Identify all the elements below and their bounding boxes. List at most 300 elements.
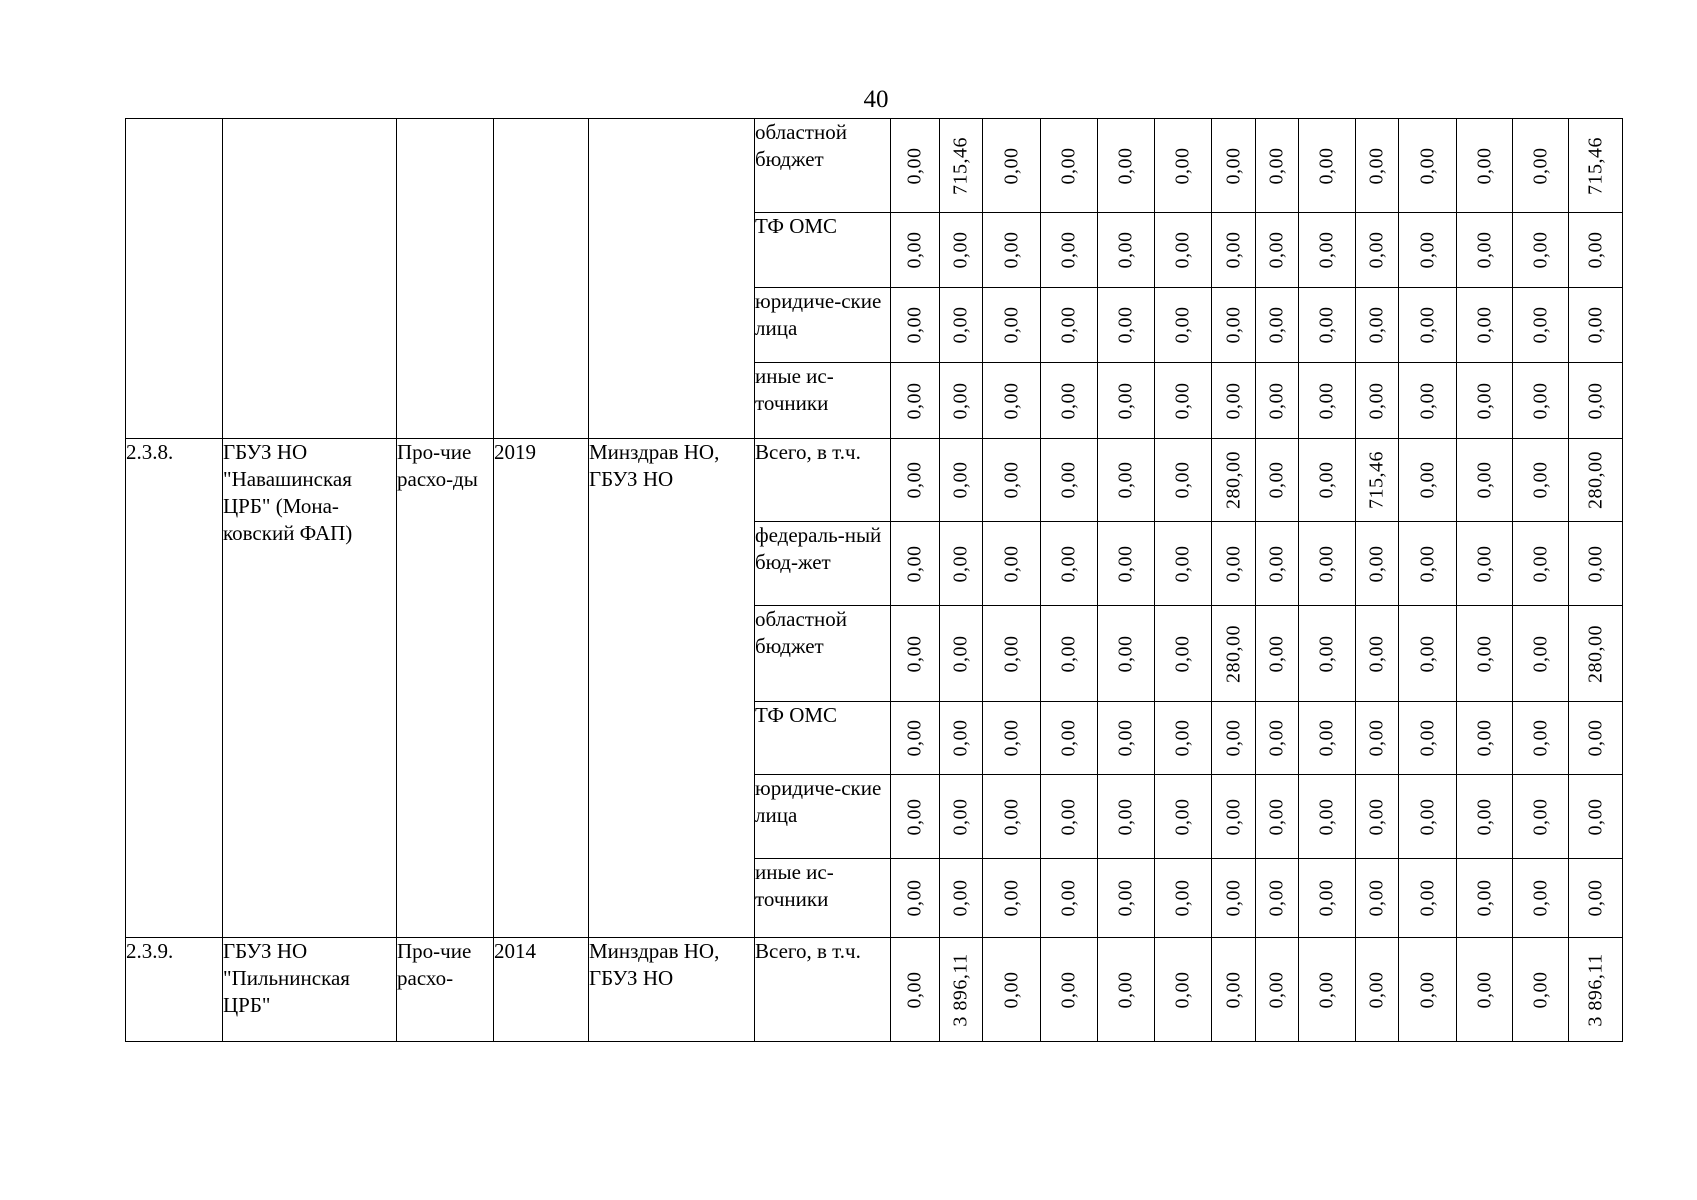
funding-source: областной бюджет [755,119,891,213]
value-text: 0,00 [1000,798,1022,835]
value-text: 0,00 [1171,719,1194,757]
value-cell [1356,606,1399,702]
funding-source: федераль-ный бюд-жет [755,522,891,606]
value-text: 0,00 [949,382,972,419]
value-text: 0,00 [1365,545,1388,582]
value-cell [940,363,983,439]
value-cell [1212,119,1256,213]
value-text: 0,00 [1584,545,1606,582]
value-cell [1212,288,1256,363]
value-cell [940,606,983,702]
value-text: 0,00 [1416,798,1438,835]
value-text: 0,00 [1265,306,1288,344]
value-text: 0,00 [1265,635,1288,672]
value-text: 0,00 [1114,971,1137,1008]
value-cell [1041,702,1098,775]
value-cell [1457,288,1513,363]
group-expense-type [397,119,494,439]
value-text: 0,00 [1416,306,1438,344]
value-text: 0,00 [1265,231,1288,269]
table-row [126,439,1623,522]
group-number: 2.3.9. [126,938,223,1042]
value-cell [983,288,1041,363]
value-cell [1513,288,1569,363]
value-text: 0,00 [1057,147,1080,184]
value-cell [1513,606,1569,702]
value-cell [1256,213,1299,288]
value-cell [1256,938,1299,1042]
value-cell [1569,439,1623,522]
value-cell [1041,775,1098,859]
group-year [494,119,589,439]
value-text: 0,00 [1529,798,1551,835]
value-cell [1399,938,1457,1042]
value-text: 0,00 [1473,147,1495,184]
value-text: 715,46 [1584,136,1606,195]
value-text: 0,00 [1114,545,1137,582]
value-cell [1513,213,1569,288]
value-text: 0,00 [1473,231,1495,269]
value-text: 0,00 [1365,971,1388,1008]
value-cell [891,702,940,775]
value-text: 0,00 [1315,719,1338,757]
value-cell [1299,702,1356,775]
value-cell [1569,775,1623,859]
value-text: 0,00 [903,147,926,184]
value-cell [1356,288,1399,363]
value-cell [1212,702,1256,775]
funding-source: иные ис-точники [755,859,891,938]
value-text: 0,00 [1529,971,1551,1008]
value-cell [1569,213,1623,288]
value-cell [1256,775,1299,859]
value-text: 280,00 [1222,451,1244,509]
value-cell [1256,522,1299,606]
value-cell [940,119,983,213]
value-cell [1356,702,1399,775]
value-text: 0,00 [1529,879,1551,917]
value-text: 0,00 [1529,231,1551,269]
value-text: 0,00 [1265,719,1288,757]
value-cell [1098,702,1155,775]
value-text: 0,00 [1114,231,1137,269]
value-cell [1098,213,1155,288]
value-text: 0,00 [1057,545,1080,582]
value-cell [1098,859,1155,938]
value-text: 0,00 [1365,306,1388,344]
value-cell [1256,702,1299,775]
value-cell [1399,522,1457,606]
value-text: 0,00 [1000,545,1022,582]
value-text: 0,00 [1473,545,1495,582]
value-text: 0,00 [1365,719,1388,757]
value-cell [1256,606,1299,702]
value-text: 0,00 [1171,545,1194,582]
value-text: 0,00 [1171,879,1194,917]
group-institution: ГБУЗ НО "Пильнинская ЦРБ" [223,938,397,1042]
value-cell [1457,859,1513,938]
value-cell [891,213,940,288]
value-text: 0,00 [1473,635,1495,672]
value-text: 0,00 [903,545,926,582]
value-text: 0,00 [1529,147,1551,184]
value-cell [891,859,940,938]
value-text: 0,00 [1529,635,1551,672]
value-text: 0,00 [1000,635,1022,672]
value-cell [983,606,1041,702]
value-cell [1457,522,1513,606]
value-cell [1399,288,1457,363]
value-cell [983,775,1041,859]
value-text: 0,00 [1473,879,1495,917]
value-text: 0,00 [1529,306,1551,344]
value-cell [1299,522,1356,606]
value-text: 0,00 [1416,635,1438,672]
value-text: 0,00 [1473,798,1495,835]
value-text: 0,00 [1222,147,1244,184]
value-cell [1457,938,1513,1042]
value-cell [1399,775,1457,859]
value-text: 0,00 [903,971,926,1008]
value-cell [1041,859,1098,938]
group-responsible [589,119,755,439]
value-text: 280,00 [1584,624,1606,683]
value-cell [983,522,1041,606]
value-cell [1356,775,1399,859]
value-cell [983,439,1041,522]
value-text: 0,00 [1265,382,1288,419]
value-cell [1399,606,1457,702]
value-cell [1356,522,1399,606]
value-cell [1356,363,1399,439]
value-text: 0,00 [949,798,972,835]
value-text: 0,00 [903,879,926,917]
funding-source: юридиче-ские лица [755,775,891,859]
value-text: 0,00 [1416,879,1438,917]
value-text: 0,00 [1222,798,1244,835]
value-cell [1513,702,1569,775]
value-text: 0,00 [1171,461,1194,499]
value-text: 0,00 [1114,382,1137,419]
value-text: 0,00 [1171,635,1194,672]
value-text: 0,00 [1265,461,1288,499]
value-cell [940,859,983,938]
value-cell [1569,859,1623,938]
value-cell [940,213,983,288]
value-cell [983,119,1041,213]
value-cell [1256,288,1299,363]
value-text: 0,00 [1529,719,1551,757]
value-cell [1513,439,1569,522]
value-cell [983,938,1041,1042]
value-text: 0,00 [1222,231,1244,269]
value-text: 0,00 [1000,306,1022,344]
value-text: 0,00 [1171,231,1194,269]
value-cell [1155,363,1212,439]
value-text: 0,00 [1473,382,1495,419]
value-cell [1041,439,1098,522]
value-text: 0,00 [1171,306,1194,344]
value-cell [891,606,940,702]
value-text: 0,00 [1315,306,1338,344]
value-text: 0,00 [949,545,972,582]
value-text: 0,00 [949,879,972,917]
value-cell [1457,363,1513,439]
value-cell [1098,363,1155,439]
value-cell [983,702,1041,775]
value-text: 0,00 [903,719,926,757]
value-text: 0,00 [1057,971,1080,1008]
value-text: 0,00 [1057,798,1080,835]
value-cell [1212,859,1256,938]
value-text: 0,00 [1114,879,1137,917]
funding-source: Всего, в т.ч. [755,439,891,522]
value-cell [891,439,940,522]
funding-table [125,118,1623,1042]
value-cell [1356,119,1399,213]
value-text: 0,00 [1114,147,1137,184]
value-text: 0,00 [1265,879,1288,917]
value-text: 0,00 [1416,971,1438,1008]
value-cell [1513,775,1569,859]
value-cell [1513,938,1569,1042]
value-text: 0,00 [1114,461,1137,499]
group-expense-type: Про-чие расхо-ды [397,439,494,938]
value-text: 0,00 [1057,306,1080,344]
value-cell [940,439,983,522]
value-text: 0,00 [1114,719,1137,757]
value-text: 0,00 [1365,231,1388,269]
value-cell [1155,522,1212,606]
value-cell [940,775,983,859]
value-cell [1457,606,1513,702]
value-cell [1212,439,1256,522]
funding-source: ТФ ОМС [755,702,891,775]
value-cell [1299,288,1356,363]
group-responsible: Минздрав НО, ГБУЗ НО [589,439,755,938]
value-text: 0,00 [1171,382,1194,419]
value-text: 0,00 [1473,461,1495,499]
value-text: 0,00 [1416,719,1438,757]
value-text: 0,00 [1529,382,1551,419]
value-cell [1299,938,1356,1042]
value-cell [983,363,1041,439]
value-text: 0,00 [1000,879,1022,917]
value-cell [1212,606,1256,702]
value-text: 0,00 [1584,382,1606,419]
value-text: 0,00 [1222,545,1244,582]
value-cell [940,288,983,363]
value-text: 0,00 [1000,461,1022,499]
value-cell [1155,288,1212,363]
value-cell [940,702,983,775]
value-text: 0,00 [1222,971,1244,1008]
value-cell [1356,938,1399,1042]
value-cell [1569,363,1623,439]
value-text: 0,00 [1114,306,1137,344]
value-cell [1155,859,1212,938]
value-cell [891,288,940,363]
value-cell [891,938,940,1042]
value-text: 0,00 [903,635,926,672]
value-text: 0,00 [1315,798,1338,835]
value-text: 0,00 [1416,147,1438,184]
value-text: 0,00 [1057,382,1080,419]
value-text: 0,00 [1584,719,1606,757]
value-text: 0,00 [1265,545,1288,582]
value-text: 0,00 [1315,461,1338,499]
value-text: 0,00 [1057,461,1080,499]
value-text: 0,00 [1584,306,1606,344]
value-text: 0,00 [1473,719,1495,757]
value-cell [1098,522,1155,606]
value-cell [1569,606,1623,702]
value-cell [891,363,940,439]
value-cell [1155,213,1212,288]
value-text: 0,00 [1171,971,1194,1008]
value-cell [1299,859,1356,938]
value-text: 0,00 [1057,879,1080,917]
value-text: 0,00 [1315,545,1338,582]
value-text: 0,00 [1222,719,1244,757]
value-text: 0,00 [1265,971,1288,1008]
value-text: 3 896,11 [1584,952,1606,1027]
value-text: 0,00 [1000,719,1022,757]
funding-source: ТФ ОМС [755,213,891,288]
value-cell [1256,363,1299,439]
value-text: 0,00 [949,719,972,757]
value-cell [1457,439,1513,522]
value-text: 0,00 [903,461,926,499]
value-cell [1256,119,1299,213]
value-text: 0,00 [1000,147,1022,184]
value-cell [1513,119,1569,213]
value-text: 0,00 [1416,382,1438,419]
value-text: 0,00 [1473,971,1495,1008]
value-cell [1041,363,1098,439]
value-cell [1399,439,1457,522]
value-cell [1098,119,1155,213]
value-cell [1569,288,1623,363]
value-cell [1513,859,1569,938]
value-text: 0,00 [949,231,972,269]
value-cell [1356,439,1399,522]
value-cell [1212,938,1256,1042]
value-cell [1399,702,1457,775]
value-text: 0,00 [1315,635,1338,672]
value-cell [1155,606,1212,702]
value-cell [1513,363,1569,439]
value-text: 0,00 [1584,879,1606,917]
group-number [126,119,223,439]
value-cell [1457,119,1513,213]
value-text: 0,00 [1265,798,1288,835]
value-cell [1569,522,1623,606]
value-cell [1299,775,1356,859]
group-responsible: Минздрав НО, ГБУЗ НО [589,938,755,1042]
value-cell [940,522,983,606]
group-institution [223,119,397,439]
value-cell [1212,775,1256,859]
value-cell [1399,859,1457,938]
value-cell [1155,775,1212,859]
value-text: 0,00 [903,382,926,419]
value-cell [1399,119,1457,213]
value-text: 0,00 [1365,798,1388,835]
value-cell [1399,363,1457,439]
value-cell [1457,702,1513,775]
value-text: 0,00 [903,306,926,344]
funding-source: областной бюджет [755,606,891,702]
value-text: 0,00 [1222,879,1244,917]
value-text: 0,00 [1584,231,1606,269]
funding-source: юридиче-ские лица [755,288,891,363]
value-text: 0,00 [1057,231,1080,269]
value-cell [1098,439,1155,522]
value-text: 0,00 [1365,147,1388,184]
value-cell [1356,213,1399,288]
value-text: 0,00 [1171,147,1194,184]
page-number: 40 [863,86,889,113]
value-cell [1098,288,1155,363]
value-text: 0,00 [1114,635,1137,672]
value-text: 0,00 [1473,306,1495,344]
value-text: 280,00 [1584,451,1606,509]
value-cell [983,859,1041,938]
value-text: 0,00 [1365,382,1388,419]
value-text: 0,00 [1315,231,1338,269]
value-cell [1457,775,1513,859]
value-cell [1299,119,1356,213]
value-text: 0,00 [1315,971,1338,1008]
value-text: 0,00 [949,461,972,499]
value-text: 0,00 [1114,798,1137,835]
value-cell [1041,522,1098,606]
value-text: 280,00 [1222,624,1244,683]
value-cell [1098,775,1155,859]
value-cell [891,119,940,213]
value-text: 0,00 [1222,306,1244,344]
funding-source: иные ис-точники [755,363,891,439]
value-cell [1155,119,1212,213]
value-text: 715,46 [1365,451,1388,509]
value-text: 0,00 [1265,147,1288,184]
value-text: 0,00 [949,635,972,672]
value-text: 0,00 [1365,879,1388,917]
value-text: 0,00 [1584,798,1606,835]
value-text: 0,00 [1222,382,1244,419]
value-text: 0,00 [949,306,972,344]
value-cell [1299,606,1356,702]
group-expense-type: Про-чие расхо- [397,938,494,1042]
value-text: 0,00 [1416,461,1438,499]
value-cell [1399,213,1457,288]
value-cell [1155,938,1212,1042]
value-text: 0,00 [1365,635,1388,672]
value-cell [1041,288,1098,363]
value-cell [1041,938,1098,1042]
value-cell [1569,119,1623,213]
value-text: 0,00 [903,231,926,269]
value-cell [1299,439,1356,522]
value-text: 0,00 [1529,461,1551,499]
group-year: 2014 [494,938,589,1042]
value-text: 0,00 [903,798,926,835]
value-cell [1457,213,1513,288]
value-cell [1041,606,1098,702]
value-cell [891,522,940,606]
table-row [126,938,1623,1042]
